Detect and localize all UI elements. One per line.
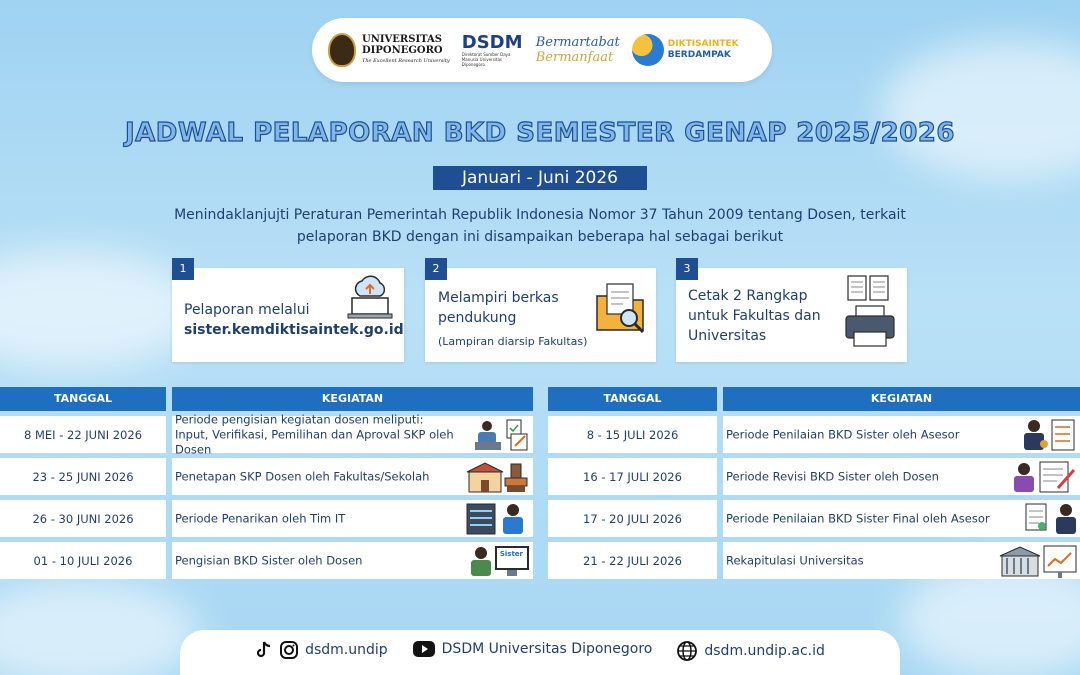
- step-card-2: [425, 262, 656, 362]
- bermanfaat-text: Bermanfaat: [535, 50, 614, 65]
- activity-cell: [723, 542, 1080, 579]
- sister-screen-label: Sister: [499, 550, 523, 558]
- date-cell: 8 - 15 JULI 2026: [548, 416, 717, 453]
- cloud-upload-laptop-icon: [346, 274, 394, 320]
- diktisaintek-mark-icon: [632, 34, 664, 66]
- cloud-decoration: [0, 580, 200, 675]
- activity-cell: [172, 458, 533, 495]
- activity-cell: [723, 416, 1080, 453]
- social-handle: dsdm.undip: [305, 642, 388, 658]
- date-cell: 8 MEI - 22 JUNI 2026: [0, 416, 166, 453]
- dsdm-logo: [461, 31, 524, 67]
- step-link-text: sister.kemdiktisaintek.go.id: [184, 322, 404, 338]
- table-row: [548, 542, 1080, 579]
- logo-bar: [312, 18, 772, 82]
- step-card-1: [172, 262, 404, 362]
- date-cell: 26 - 30 JUNI 2026: [0, 500, 166, 537]
- dikti-line2: BERDAMPAK: [667, 50, 731, 60]
- column-header-activity: KEGIATAN: [723, 387, 1080, 411]
- column-header-activity: KEGIATAN: [172, 387, 533, 411]
- website-url: dsdm.undip.ac.id: [704, 643, 825, 659]
- activity-cell: [172, 412, 533, 456]
- activity-text: Periode pengisian kegiatan dosen meliputi: Input, Verifikasi, Pemilihan dan Aproval SKP oleh Dosen: [175, 412, 454, 456]
- period-badge: Januari - Juni 2026: [433, 166, 647, 190]
- tiktok-icon: [255, 640, 273, 660]
- date-cell: 17 - 20 JULI 2026: [548, 500, 717, 537]
- activity-text: Periode Penilaian BKD Sister oleh Asesor: [726, 427, 960, 441]
- dsdm-mark: DSDM: [461, 31, 523, 53]
- folder-search-icon: [593, 278, 649, 338]
- table-row: [0, 542, 533, 579]
- date-cell: 16 - 17 JULI 2026: [548, 458, 717, 495]
- table-row: [0, 416, 533, 453]
- diktisaintek-logo: [632, 34, 739, 66]
- page-title: JADWAL PELAPORAN BKD SEMESTER GENAP 2025/2026: [124, 118, 956, 148]
- bermartabat-text: Bermartabat: [535, 35, 620, 50]
- person-document-edit-icon: [1012, 460, 1078, 494]
- date-cell: 21 - 22 JULI 2026: [548, 542, 717, 579]
- activity-cell: [172, 500, 533, 537]
- step-text: Melampiri berkas pendukung: [438, 290, 559, 326]
- step-number: 3: [676, 258, 698, 280]
- globe-icon: [676, 640, 698, 662]
- step-note: (Lampiran diarsip Fakultas): [438, 335, 588, 348]
- column-header-date: TANGGAL: [0, 387, 166, 411]
- assessor-review-icon: [1022, 502, 1078, 536]
- table-row: [548, 416, 1080, 453]
- column-header-date: TANGGAL: [548, 387, 717, 411]
- activity-cell: [172, 542, 533, 579]
- undip-logo: [328, 33, 450, 67]
- date-cell: 01 - 10 JULI 2026: [0, 542, 166, 579]
- assessor-checklist-icon: [1022, 418, 1078, 452]
- university-chart-icon: [998, 544, 1078, 578]
- table-row: [0, 458, 533, 495]
- intro-text: Menindaklanjujti Peraturan Pemerintah Republik Indonesia Nomor 37 Tahun 2009 tentang Dosen, terkait pelaporan BKD dengan ini disampaikan beberapa hal sebagai berikut: [174, 207, 906, 245]
- step-card-3: [676, 262, 907, 362]
- table-row: [548, 458, 1080, 495]
- undip-name-line1: UNIVERSITAS: [362, 33, 443, 45]
- school-stamp-icon: [465, 460, 531, 494]
- activity-text: Periode Penarikan oleh Tim IT: [175, 511, 346, 525]
- undip-seal-icon: [328, 33, 356, 67]
- activity-text: Periode Penilaian BKD Sister Final oleh Asesor: [726, 511, 990, 525]
- bermartabat-logo: [536, 35, 620, 65]
- activity-text: Penetapan SKP Dosen oleh Fakultas/Sekolah: [175, 469, 430, 483]
- step-text: Pelaporan melalui: [184, 302, 310, 318]
- undip-name-line2: DIPONEGORO: [362, 44, 443, 56]
- youtube-channel: DSDM Universitas Diponegoro: [441, 641, 653, 657]
- table-row: [548, 500, 1080, 537]
- youtube-link[interactable]: [412, 640, 653, 658]
- schedule-table-right: [548, 382, 1080, 584]
- step-text: Cetak 2 Rangkap untuk Fakultas dan Universitas: [688, 288, 821, 344]
- activity-cell: [723, 500, 1080, 537]
- date-cell: 23 - 25 JUNI 2026: [0, 458, 166, 495]
- cloud-decoration: [0, 250, 200, 370]
- schedule-table-left: [0, 382, 533, 584]
- table-row: [0, 500, 533, 537]
- cloud-decoration: [880, 40, 1080, 180]
- step-number: 1: [172, 258, 194, 280]
- social-link[interactable]: [255, 640, 388, 660]
- activity-cell: [723, 458, 1080, 495]
- youtube-icon: [412, 640, 436, 658]
- undip-tagline: The Excellent Research University: [362, 57, 450, 64]
- step-number: 2: [425, 258, 447, 280]
- dikti-line1: DIKTISAINTEK: [667, 39, 739, 49]
- server-technician-icon: [465, 502, 531, 536]
- instagram-icon: [279, 640, 299, 660]
- printer-icon: [844, 274, 896, 352]
- activity-text: Rekapitulasi Universitas: [726, 553, 864, 567]
- person-checklist-icon: [473, 418, 531, 452]
- footer-bar: [180, 630, 900, 675]
- activity-text: Pengisian BKD Sister oleh Dosen: [175, 553, 363, 567]
- activity-text: Periode Revisi BKD Sister oleh Dosen: [726, 469, 939, 483]
- website-link[interactable]: [676, 640, 825, 662]
- dsdm-subtitle: Direktorat Sumber Daya Manusia Universitas Diponegoro: [461, 51, 511, 67]
